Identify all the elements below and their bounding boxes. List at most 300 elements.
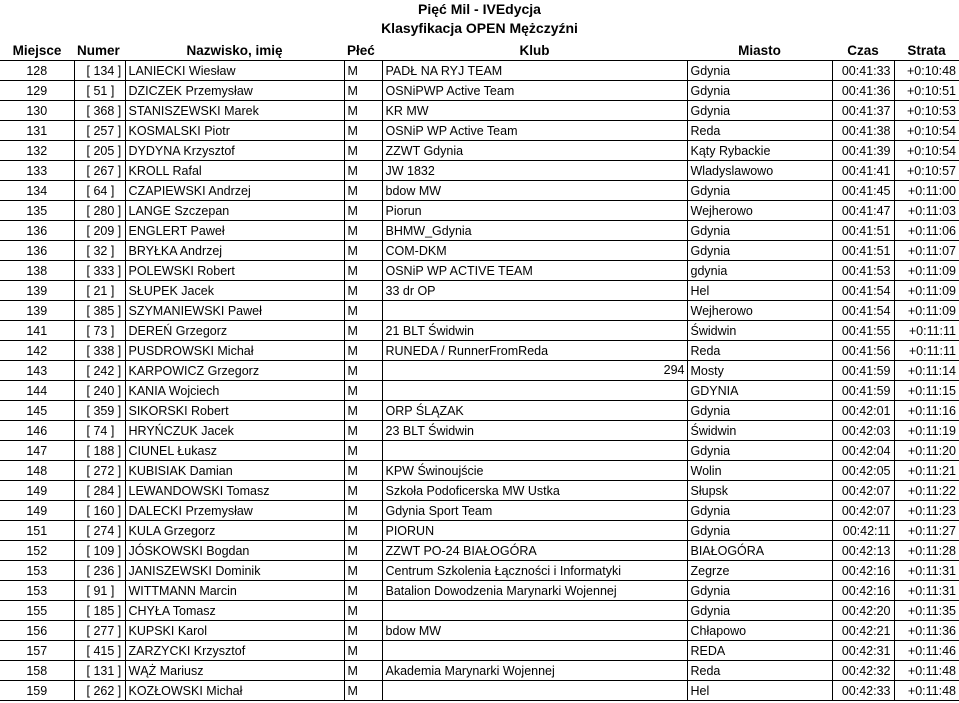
number-cell [74,521,125,541]
number-cell-text: [ 73 ] [86,323,115,338]
time-cell [832,301,894,321]
time-cell [832,541,894,561]
sex-cell [344,361,382,381]
name-cell [125,581,344,601]
club-cell [382,481,687,501]
place-cell-text: 151 [26,523,48,538]
club-cell-text: bdow MW [385,623,442,638]
time-cell [832,281,894,301]
number-cell-text: [ 359 ] [86,403,122,418]
number-cell-text: [ 236 ] [86,563,122,578]
sex-cell-text: M [347,223,358,238]
number-cell-text: [ 160 ] [86,503,122,518]
table-row [0,281,959,301]
number-cell [74,81,125,101]
table-row [0,561,959,581]
name-cell-text: SZYMANIEWSKI Paweł [128,303,262,318]
table-row [0,501,959,521]
name-cell-text: SŁUPEK Jacek [128,283,214,298]
table-row [0,661,959,681]
number-cell [74,361,125,381]
place-cell [0,681,74,701]
name-cell-text: CZAPIEWSKI Andrzej [128,183,251,198]
city-cell-text: Gdynia [690,103,731,118]
number-cell-text: [ 209 ] [86,223,122,238]
gap-cell-text: +0:11:20 [907,443,956,458]
time-cell [832,361,894,381]
gap-cell [894,281,959,301]
club-cell [382,521,687,541]
time-cell-text: 00:41:59 [841,363,891,378]
name-cell [125,561,344,581]
time-cell [832,181,894,201]
number-cell-text: [ 368 ] [86,103,122,118]
number-cell-text: [ 32 ] [86,243,115,258]
table-row [0,141,959,161]
number-cell-text: [ 74 ] [86,423,115,438]
place-cell [0,81,74,101]
time-cell-text: 00:41:55 [841,323,891,338]
number-cell-text: [ 109 ] [86,543,122,558]
city-cell [687,541,832,561]
city-cell [687,101,832,121]
name-cell-text: JÓSKOWSKI Bogdan [128,543,250,558]
name-cell-text: BRYŁKA Andrzej [128,243,223,258]
name-cell-text: SIKORSKI Robert [128,403,229,418]
number-cell [74,621,125,641]
table-row [0,101,959,121]
table-row [0,541,959,561]
club-cell [382,501,687,521]
club-cell [382,681,687,701]
city-cell [687,381,832,401]
column-header-club: Klub [519,42,550,58]
club-cell [382,261,687,281]
city-cell [687,401,832,421]
number-cell-text: [ 185 ] [86,603,122,618]
time-cell [832,161,894,181]
table-row [0,241,959,261]
name-cell [125,61,344,81]
city-cell-text: Reda [690,663,721,678]
sex-cell-text: M [347,263,358,278]
name-cell [125,401,344,421]
club-cell [382,581,687,601]
column-header-time: Czas [847,42,879,58]
gap-cell [894,521,959,541]
number-cell-text: [ 277 ] [86,623,122,638]
number-cell-text: [ 134 ] [86,63,122,78]
sex-cell-text: M [347,343,358,358]
club-cell-text: Batalion Dowodzenia Marynarki Wojennej [385,583,617,598]
name-cell [125,481,344,501]
name-cell-text: DYDYNA Krzysztof [128,143,235,158]
club-cell-text: Szkoła Podoficerska MW Ustka [385,483,560,498]
sex-cell [344,241,382,261]
time-cell [832,621,894,641]
place-cell [0,61,74,81]
city-cell-text: Gdynia [690,583,731,598]
sex-cell-text: M [347,583,358,598]
number-cell [74,61,125,81]
place-cell-text: 142 [26,343,48,358]
sex-cell [344,201,382,221]
sex-cell-text: M [347,123,358,138]
sex-cell-text: M [347,283,358,298]
name-cell [125,541,344,561]
place-cell-text: 147 [26,443,48,458]
place-cell-text: 149 [26,483,48,498]
name-cell-text: KOSMALSKI Piotr [128,123,230,138]
number-cell [74,201,125,221]
city-cell [687,521,832,541]
city-cell [687,141,832,161]
number-cell-text: [ 338 ] [86,343,122,358]
time-cell-text: 00:41:39 [841,143,891,158]
number-cell [74,681,125,701]
gap-cell-text: +0:11:36 [907,623,956,638]
city-cell-text: Świdwin [690,323,737,338]
club-number-text: 294 [663,363,685,377]
name-cell [125,681,344,701]
place-cell [0,141,74,161]
sex-cell-text: M [347,443,358,458]
name-cell-text: POLEWSKI Robert [128,263,235,278]
gap-cell [894,101,959,121]
club-cell [382,621,687,641]
city-cell [687,681,832,701]
time-cell-text: 00:41:53 [841,263,891,278]
place-cell [0,201,74,221]
name-cell-text: DALECKI Przemysław [128,503,253,518]
club-cell [382,321,687,341]
number-cell-text: [ 262 ] [86,683,122,698]
city-cell [687,421,832,441]
sex-cell [344,161,382,181]
gap-cell [894,381,959,401]
sex-cell-text: M [347,683,358,698]
number-cell [74,461,125,481]
place-cell [0,621,74,641]
city-cell [687,201,832,221]
city-cell [687,441,832,461]
city-cell-text: Gdynia [690,63,731,78]
time-cell-text: 00:42:01 [841,403,891,418]
time-cell [832,461,894,481]
city-cell-text: Wejherowo [690,303,753,318]
sex-cell [344,121,382,141]
club-cell [382,541,687,561]
place-cell-text: 152 [26,543,48,558]
table-row [0,581,959,601]
place-cell-text: 143 [26,363,48,378]
place-cell-text: 136 [26,223,48,238]
time-cell [832,261,894,281]
name-cell-text: JANISZEWSKI Dominik [128,563,261,578]
gap-cell [894,601,959,621]
place-cell [0,301,74,321]
club-cell [382,401,687,421]
club-cell-text: 21 BLT Świdwin [385,323,474,338]
name-cell [125,661,344,681]
sex-cell [344,441,382,461]
number-cell-text: [ 272 ] [86,463,122,478]
number-cell-text: [ 385 ] [86,303,122,318]
time-cell-text: 00:41:54 [841,303,891,318]
results-table [0,40,959,701]
place-cell [0,501,74,521]
sex-cell [344,281,382,301]
gap-cell-text: +0:11:48 [907,663,956,678]
city-cell-text: Wolin [690,463,722,478]
club-cell-text: 23 BLT Świdwin [385,423,474,438]
number-cell [74,221,125,241]
gap-cell [894,421,959,441]
gap-cell-text: +0:11:14 [907,363,956,378]
place-cell [0,481,74,501]
time-cell-text: 00:41:59 [841,383,891,398]
sex-cell-text: M [347,563,358,578]
time-cell-text: 00:41:38 [841,123,891,138]
club-cell-text: ZZWT PO-24 BIAŁOGÓRA [385,543,537,558]
name-cell [125,341,344,361]
city-cell-text: Wejherowo [690,203,753,218]
club-cell [382,141,687,161]
time-cell [832,321,894,341]
number-cell [74,641,125,661]
club-cell [382,641,687,661]
time-cell [832,661,894,681]
place-cell-text: 128 [26,63,48,78]
name-cell [125,241,344,261]
name-cell-text: CIUNEL Łukasz [128,443,217,458]
name-cell [125,81,344,101]
place-cell [0,361,74,381]
sex-cell-text: M [347,503,358,518]
place-cell [0,381,74,401]
place-cell-text: 159 [26,683,48,698]
sex-cell-text: M [347,83,358,98]
gap-cell [894,581,959,601]
gap-cell-text: +0:11:35 [907,603,956,618]
time-cell-text: 00:41:41 [841,163,891,178]
gap-cell-text: +0:11:21 [907,463,956,478]
gap-cell [894,241,959,261]
table-row [0,621,959,641]
time-cell-text: 00:41:56 [841,343,891,358]
club-cell-text: KR MW [385,103,429,118]
sex-cell-text: M [347,603,358,618]
gap-cell-text: +0:10:53 [906,103,956,118]
number-cell [74,141,125,161]
time-cell-text: 00:42:03 [841,423,891,438]
sex-cell-text: M [347,643,358,658]
place-cell [0,241,74,261]
time-cell [832,521,894,541]
city-cell-text: Hel [690,283,710,298]
name-cell-text: STANISZEWSKI Marek [128,103,259,118]
sex-cell [344,561,382,581]
place-cell-text: 146 [26,423,48,438]
place-cell-text: 158 [26,663,48,678]
club-cell [382,341,687,361]
number-cell [74,501,125,521]
name-cell-text: DZICZEK Przemysław [128,83,253,98]
name-cell [125,501,344,521]
time-cell [832,81,894,101]
club-cell-text: bdow MW [385,183,442,198]
sex-cell-text: M [347,303,358,318]
club-cell-text: JW 1832 [385,163,435,178]
number-cell-text: [ 91 ] [86,583,115,598]
city-cell-text: Reda [690,123,721,138]
header-row [0,40,959,61]
city-cell [687,121,832,141]
name-cell [125,321,344,341]
name-cell-text: KULA Grzegorz [128,523,216,538]
time-cell-text: 00:42:16 [841,583,891,598]
name-cell-text: LANIECKI Wiesław [128,63,236,78]
name-cell [125,101,344,121]
document-header [0,0,959,40]
place-cell [0,221,74,241]
gap-cell-text: +0:11:31 [907,583,956,598]
gap-cell-text: +0:11:06 [907,223,956,238]
club-cell [382,181,687,201]
club-cell-text: Akademia Marynarki Wojennej [385,663,555,678]
time-cell [832,101,894,121]
time-cell-text: 00:41:45 [841,183,891,198]
club-cell-text: Gdynia Sport Team [385,503,493,518]
time-cell [832,641,894,661]
place-cell-text: 153 [26,583,48,598]
city-cell-text: Gdynia [690,83,731,98]
club-cell-text: BHMW_Gdynia [385,223,472,238]
gap-cell-text: +0:11:09 [907,283,956,298]
gap-cell-text: +0:11:00 [907,183,956,198]
number-cell [74,321,125,341]
gap-cell-text: +0:11:22 [907,483,956,498]
sex-cell [344,541,382,561]
club-cell-text: OSNiPWP Active Team [385,83,515,98]
sex-cell [344,61,382,81]
club-cell [382,201,687,221]
club-cell-text: Centrum Szkolenia Łączności i Informatyki [385,563,622,578]
gap-cell-text: +0:11:09 [907,263,956,278]
sex-cell [344,661,382,681]
table-row [0,601,959,621]
number-cell [74,441,125,461]
number-cell-text: [ 284 ] [86,483,122,498]
gap-cell [894,301,959,321]
place-cell-text: 134 [26,183,48,198]
name-cell [125,641,344,661]
sex-cell-text: M [347,363,358,378]
sex-cell [344,641,382,661]
name-cell [125,621,344,641]
city-cell-text: Reda [690,343,721,358]
place-cell-text: 141 [26,323,48,338]
table-row [0,161,959,181]
time-cell [832,601,894,621]
sex-cell [344,461,382,481]
table-row [0,521,959,541]
time-cell [832,681,894,701]
club-cell [382,601,687,621]
sex-cell [344,581,382,601]
club-cell-text: Piorun [385,203,422,218]
club-cell [382,281,687,301]
table-row [0,381,959,401]
city-cell [687,261,832,281]
gap-cell [894,661,959,681]
gap-cell [894,441,959,461]
sex-cell-text: M [347,243,358,258]
number-cell-text: [ 188 ] [86,443,122,458]
club-cell-text: ORP ŚLĄZAK [385,403,464,418]
name-cell [125,141,344,161]
gap-cell-text: +0:11:15 [907,383,956,398]
club-cell-text: OSNiP WP Active Team [385,123,518,138]
gap-cell-text: +0:10:57 [906,163,956,178]
name-cell-text: LEWANDOWSKI Tomasz [128,483,270,498]
time-cell [832,401,894,421]
column-header-number: Numer [77,42,120,58]
name-cell [125,281,344,301]
sex-cell-text: M [347,663,358,678]
time-cell [832,221,894,241]
name-cell-text: WITTMANN Marcin [128,583,237,598]
sex-cell [344,681,382,701]
gap-cell [894,201,959,221]
table-row [0,461,959,481]
city-cell [687,81,832,101]
place-cell-text: 155 [26,603,48,618]
number-cell [74,261,125,281]
place-cell [0,401,74,421]
place-cell [0,601,74,621]
club-cell [382,61,687,81]
gap-cell [894,261,959,281]
club-cell-text: COM-DKM [385,243,447,258]
sex-cell [344,81,382,101]
name-cell-text: DEREŃ Grzegorz [128,323,228,338]
gap-cell [894,341,959,361]
gap-cell-text: +0:10:51 [906,83,956,98]
table-row [0,421,959,441]
time-cell-text: 00:42:21 [841,623,891,638]
sex-cell [344,321,382,341]
gap-cell [894,481,959,501]
number-cell [74,601,125,621]
gap-cell [894,221,959,241]
name-cell-text: KUPSKI Karol [128,623,208,638]
club-cell-text: PADŁ NA RYJ TEAM [385,63,503,78]
name-cell [125,421,344,441]
city-cell [687,561,832,581]
city-cell-text: REDA [690,643,726,658]
place-cell-text: 136 [26,243,48,258]
name-cell [125,461,344,481]
column-header-sex: Płeć [347,42,375,58]
table-row [0,321,959,341]
number-cell [74,381,125,401]
time-cell-text: 00:42:20 [841,603,891,618]
column-header-gap: Strata [907,42,946,58]
place-cell [0,261,74,281]
sex-cell-text: M [347,163,358,178]
place-cell-text: 139 [26,283,48,298]
